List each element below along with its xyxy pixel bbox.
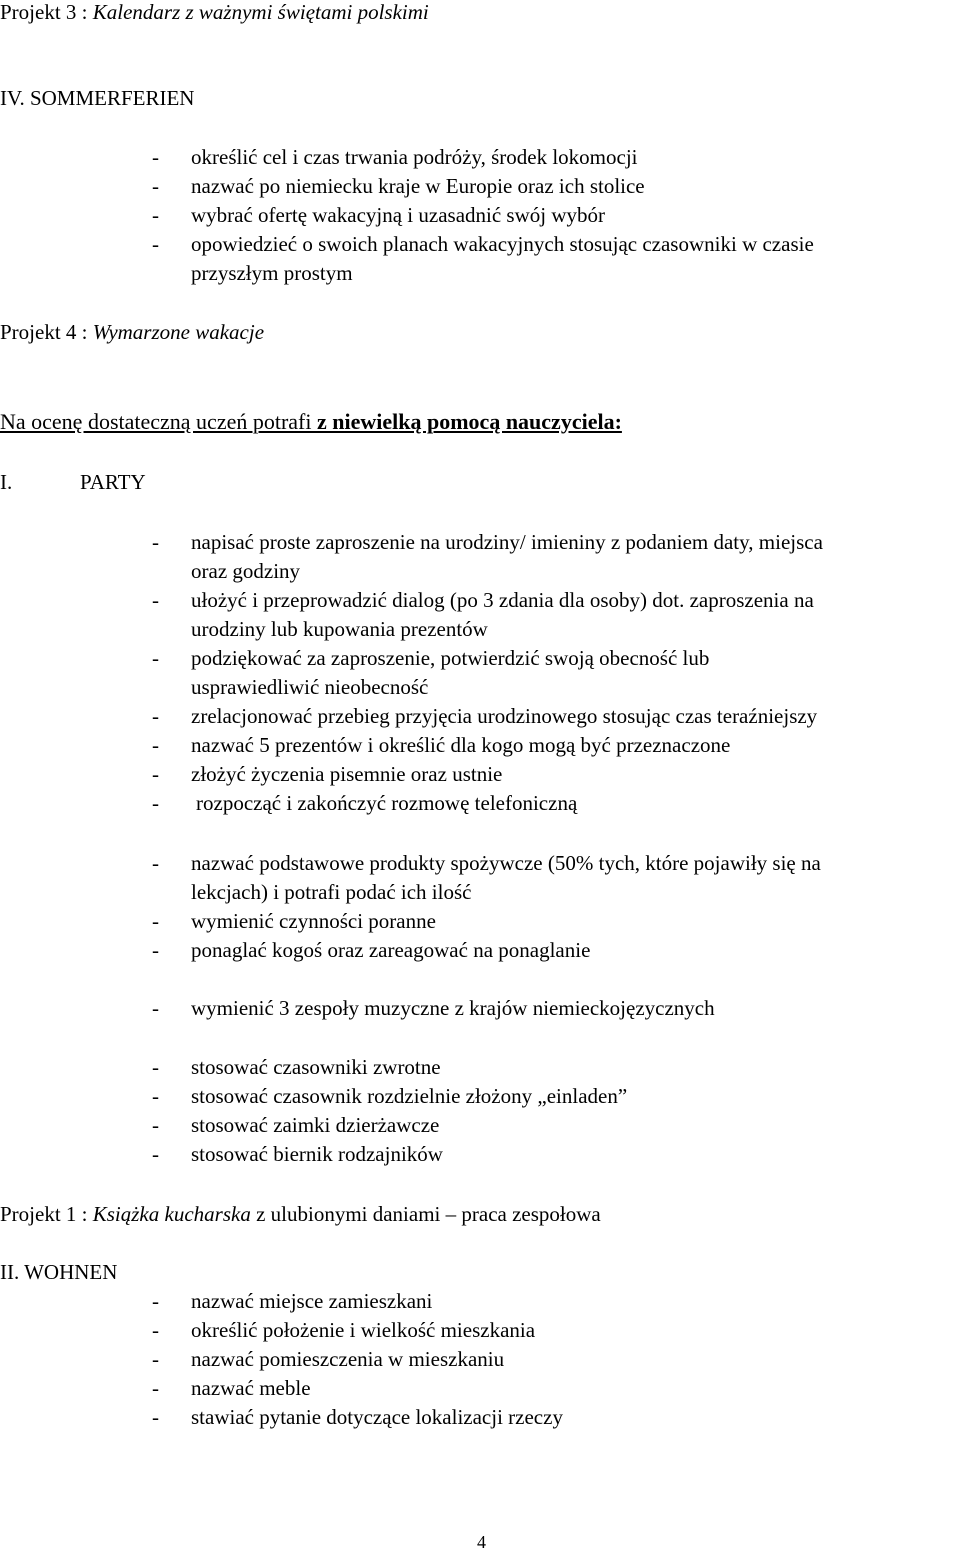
project1-line [0,1204,601,1225]
list-dash: - [152,704,159,728]
project1-rest: z ulubionymi daniami – praca zespołowa [250,1202,601,1226]
project4-prefix: Projekt 4 : [0,320,93,344]
list-dash: - [152,909,159,933]
list-item-continuation: usprawiedliwić nieobecność [191,675,429,699]
list-item: napisać proste zaproszenie na urodziny/ imieniny z podaniem daty, miejsca [191,530,823,554]
list-item: stosować czasowniki zwrotne [191,1055,441,1079]
section4-heading: IV. SOMMERFERIEN [0,86,195,110]
grade-heading-normal: Na ocenę dostateczną uczeń potrafi [0,409,317,434]
list-dash: - [152,851,159,875]
list-dash: - [152,646,159,670]
list-dash: - [152,1405,159,1429]
list-item: określić położenie i wielkość mieszkania [191,1318,536,1342]
list-item: wymienić 3 zespoły muzyczne z krajów niemieckojęzycznych [191,996,715,1020]
project1-prefix: Projekt 1 : [0,1202,93,1226]
list-item: ponaglać kogoś oraz zareagować na ponaglanie [191,938,591,962]
list-item: wybrać ofertę wakacyjną i uzasadnić swój wybór [191,203,606,227]
project3-title: Kalendarz z ważnymi świętami polskimi [92,0,429,24]
project3-prefix: Projekt 3 : [0,0,93,24]
list-dash: - [152,1289,159,1313]
project3-line [0,2,429,23]
page-number: 4 [477,1532,486,1552]
list-item-continuation: przyszłym prostym [191,261,353,285]
list-dash: - [152,733,159,757]
list-item: stosować czasownik rozdzielnie złożony „einladen” [191,1084,628,1108]
list-item: nazwać meble [191,1376,311,1400]
list-item: opowiedzieć o swoich planach wakacyjnych stosując czasowniki w czasie [191,232,814,256]
section2-heading: II. WOHNEN [0,1260,118,1284]
list-item-continuation: lekcjach) i potrafi podać ich ilość [191,880,472,904]
list-dash: - [152,145,159,169]
project1-title: Książka kucharska [92,1202,251,1226]
list-dash: - [152,1113,159,1137]
list-item: ułożyć i przeprowadzić dialog (po 3 zdania dla osoby) dot. zaproszenia na [191,588,814,612]
list-dash: - [152,791,159,815]
list-item: nazwać miejsce zamieszkani [191,1289,433,1313]
list-dash: - [152,1347,159,1371]
list-item: nazwać pomieszczenia w mieszkaniu [191,1347,505,1371]
list-item: nazwać podstawowe produkty spożywcze (50% tych, które pojawiły się na [191,851,821,875]
list-item: podziękować za zaproszenie, potwierdzić swoją obecność lub [191,646,710,670]
list-dash: - [152,1084,159,1108]
list-item: stosować zaimki dzierżawcze [191,1113,440,1137]
list-item: stosować biernik rodzajników [191,1142,443,1166]
list-dash: - [152,232,159,256]
list-dash: - [152,530,159,554]
list-item-continuation: urodziny lub kupowania prezentów [191,617,488,641]
list-item: określić cel i czas trwania podróży, środek lokomocji [191,145,638,169]
list-item: wymienić czynności poranne [191,909,436,933]
section1-number: I. [0,470,13,494]
section1-heading: PARTY [80,470,146,494]
list-dash: - [152,1142,159,1166]
grade-heading-bold: z niewielką pomocą nauczyciela: [317,409,622,434]
list-item: rozpocząć i zakończyć rozmowę telefoniczną [196,791,578,815]
list-dash: - [152,203,159,227]
list-dash: - [152,1318,159,1342]
list-dash: - [152,1055,159,1079]
list-dash: - [152,1376,159,1400]
list-item: nazwać po niemiecku kraje w Europie oraz ich stolice [191,174,645,198]
list-item: zrelacjonować przebieg przyjęcia urodzinowego stosując czas teraźniejszy [191,704,818,728]
list-item: nazwać 5 prezentów i określić dla kogo mogą być przeznaczone [191,733,731,757]
grade-heading [0,411,622,433]
list-item-continuation: oraz godziny [191,559,301,583]
list-dash: - [152,174,159,198]
list-dash: - [152,588,159,612]
list-item: złożyć życzenia pisemnie oraz ustnie [191,762,503,786]
list-dash: - [152,938,159,962]
list-dash: - [152,762,159,786]
list-dash: - [152,996,159,1020]
list-item: stawiać pytanie dotyczące lokalizacji rzeczy [191,1405,563,1429]
project4-line [0,322,264,343]
project4-title: Wymarzone wakacje [92,320,265,344]
